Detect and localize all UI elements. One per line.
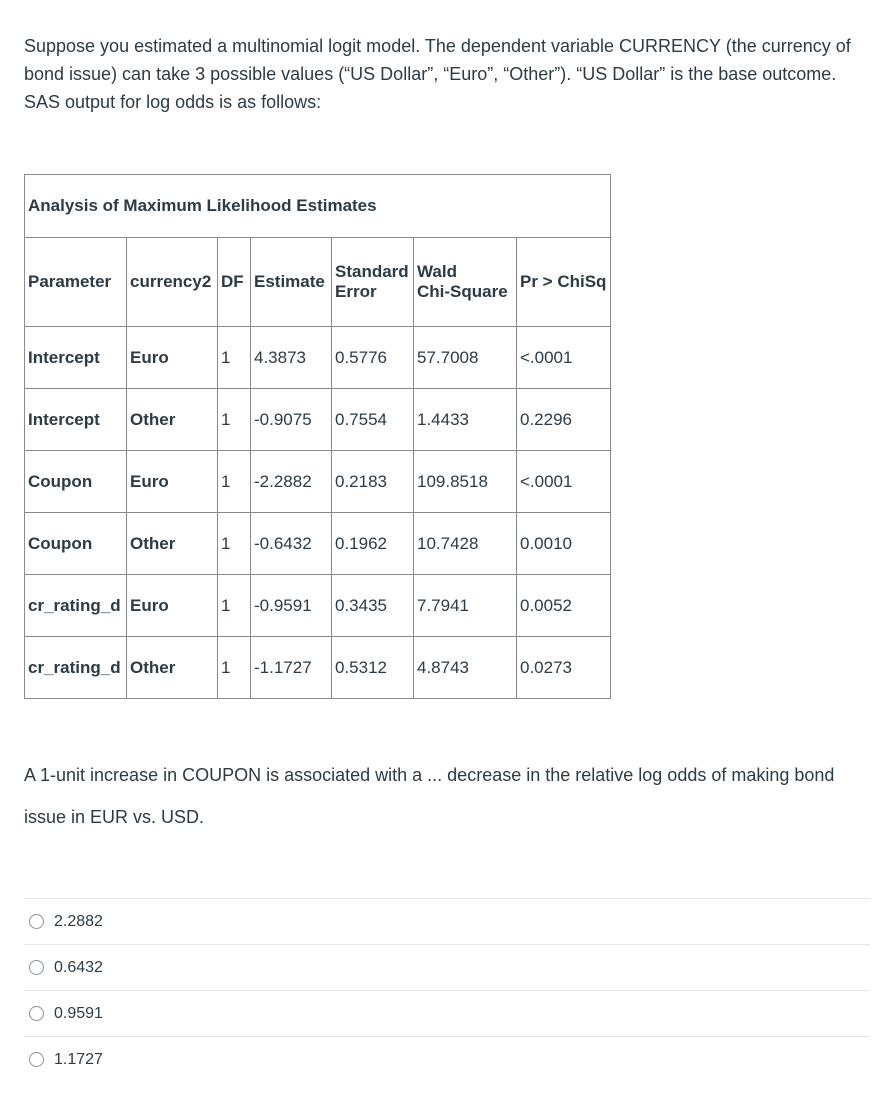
table-row bbox=[25, 451, 611, 513]
cell-df: 1 bbox=[218, 327, 251, 389]
header-df: DF bbox=[218, 238, 251, 327]
header-standard-error bbox=[332, 238, 414, 327]
cell-currency: Other bbox=[127, 637, 218, 699]
header-p-value: Pr > ChiSq bbox=[517, 238, 611, 327]
cell-currency: Euro bbox=[127, 327, 218, 389]
cell-wald: 4.8743 bbox=[414, 637, 517, 699]
cell-p: 0.0010 bbox=[517, 513, 611, 575]
cell-currency: Other bbox=[127, 389, 218, 451]
answer-option[interactable] bbox=[24, 944, 870, 990]
cell-p: 0.2296 bbox=[517, 389, 611, 451]
cell-param: Intercept bbox=[25, 327, 127, 389]
cell-df: 1 bbox=[218, 451, 251, 513]
cell-se: 0.3435 bbox=[332, 575, 414, 637]
table-row bbox=[25, 637, 611, 699]
cell-df: 1 bbox=[218, 575, 251, 637]
header-wald-line1: Wald bbox=[417, 262, 457, 281]
header-currency: currency2 bbox=[127, 238, 218, 327]
cell-wald: 1.4433 bbox=[414, 389, 517, 451]
cell-wald: 10.7428 bbox=[414, 513, 517, 575]
cell-se: 0.2183 bbox=[332, 451, 414, 513]
cell-param: cr_rating_d bbox=[25, 575, 127, 637]
question-intro: Suppose you estimated a multinomial logit model. The dependent variable CURRENCY (the currency of bond issue) can take 3 possible values (“US Dollar”, “Euro”, “Other”). “US Dollar” is the base outcome. SAS output for log odds is as follows: bbox=[24, 36, 851, 112]
cell-se: 0.5776 bbox=[332, 327, 414, 389]
table-row bbox=[25, 389, 611, 451]
cell-currency: Euro bbox=[127, 575, 218, 637]
cell-estimate: 4.3873 bbox=[251, 327, 332, 389]
radio-button[interactable] bbox=[29, 1006, 44, 1021]
cell-estimate: -2.2882 bbox=[251, 451, 332, 513]
header-parameter: Parameter bbox=[25, 238, 127, 327]
cell-se: 0.5312 bbox=[332, 637, 414, 699]
answer-option-label: 1.1727 bbox=[54, 1050, 103, 1068]
table-row bbox=[25, 327, 611, 389]
cell-param: Intercept bbox=[25, 389, 127, 451]
cell-estimate: -0.9075 bbox=[251, 389, 332, 451]
answer-option[interactable] bbox=[24, 898, 870, 944]
header-se-line1: Standard bbox=[335, 262, 409, 281]
cell-se: 0.1962 bbox=[332, 513, 414, 575]
radio-button[interactable] bbox=[29, 960, 44, 975]
answer-options bbox=[24, 898, 870, 1082]
cell-param: Coupon bbox=[25, 513, 127, 575]
header-se-line2: Error bbox=[335, 282, 377, 301]
answer-option[interactable] bbox=[24, 1036, 870, 1082]
cell-df: 1 bbox=[218, 637, 251, 699]
cell-estimate: -0.6432 bbox=[251, 513, 332, 575]
table-row bbox=[25, 513, 611, 575]
cell-p: 0.0052 bbox=[517, 575, 611, 637]
cell-wald: 109.8518 bbox=[414, 451, 517, 513]
header-estimate: Estimate bbox=[251, 238, 332, 327]
answer-option[interactable] bbox=[24, 990, 870, 1036]
cell-estimate: -0.9591 bbox=[251, 575, 332, 637]
cell-p: <.0001 bbox=[517, 327, 611, 389]
answer-option-label: 0.6432 bbox=[54, 958, 103, 976]
answer-option-label: 0.9591 bbox=[54, 1004, 103, 1022]
cell-p: 0.0273 bbox=[517, 637, 611, 699]
cell-estimate: -1.1727 bbox=[251, 637, 332, 699]
cell-df: 1 bbox=[218, 513, 251, 575]
estimates-table bbox=[24, 174, 611, 699]
cell-param: cr_rating_d bbox=[25, 637, 127, 699]
cell-currency: Euro bbox=[127, 451, 218, 513]
question-text: A 1-unit increase in COUPON is associated with a ... decrease in the relative log odds of making bond issue in EUR vs. USD. bbox=[24, 765, 835, 827]
header-wald-line2: Chi-Square bbox=[417, 282, 508, 301]
cell-wald: 57.7008 bbox=[414, 327, 517, 389]
cell-p: <.0001 bbox=[517, 451, 611, 513]
radio-button[interactable] bbox=[29, 1052, 44, 1067]
table-header-row bbox=[25, 238, 611, 327]
cell-param: Coupon bbox=[25, 451, 127, 513]
table-title: Analysis of Maximum Likelihood Estimates bbox=[25, 175, 611, 238]
header-wald bbox=[414, 238, 517, 327]
radio-button[interactable] bbox=[29, 914, 44, 929]
cell-wald: 7.7941 bbox=[414, 575, 517, 637]
table-row bbox=[25, 575, 611, 637]
cell-se: 0.7554 bbox=[332, 389, 414, 451]
answer-option-label: 2.2882 bbox=[54, 912, 103, 930]
cell-df: 1 bbox=[218, 389, 251, 451]
cell-currency: Other bbox=[127, 513, 218, 575]
